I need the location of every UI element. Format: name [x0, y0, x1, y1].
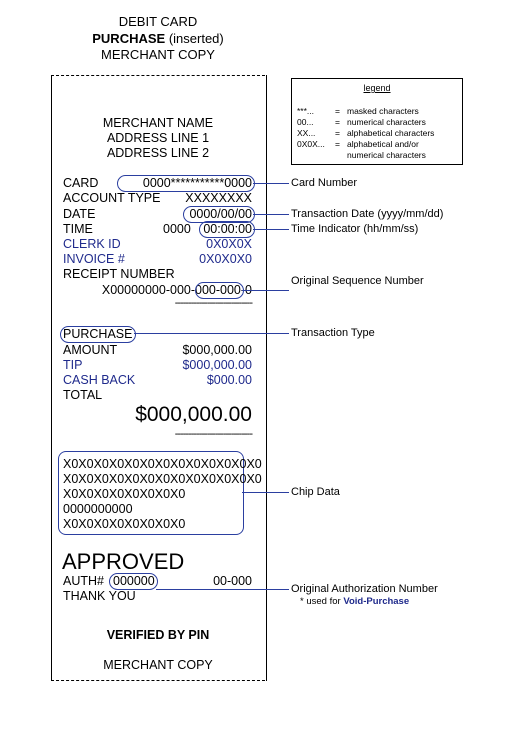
amount-label: AMOUNT — [63, 343, 118, 357]
header-inserted: (inserted) — [165, 31, 224, 46]
legend-key-alphanumeric: 0X0X... — [297, 139, 325, 149]
separator-1: ----------------------------- — [174, 297, 252, 309]
callout-card-number: Card Number — [291, 177, 358, 189]
date-label: DATE — [63, 207, 96, 221]
legend-eq-2: = — [335, 117, 340, 127]
header-purchase: PURCHASE — [92, 31, 166, 46]
card-value: 0000***********0000 — [142, 176, 252, 190]
receipt-number-label: RECEIPT NUMBER — [63, 267, 175, 281]
amount-value: $000,000.00 — [182, 343, 252, 357]
receipt-top-edge — [51, 75, 265, 76]
legend-eq-3: = — [335, 128, 340, 138]
verified-by-pin: VERIFIED BY PIN — [106, 628, 210, 642]
chip-line-1: X0X0X0X0X0X0X0X0X0X0X0X0X0 — [63, 457, 262, 471]
date-line — [253, 214, 289, 215]
cash-back-value: $000.00 — [206, 373, 252, 387]
account-type-label: ACCOUNT TYPE — [63, 191, 161, 205]
tip-value: $000,000.00 — [182, 358, 252, 372]
auth-line — [156, 589, 289, 590]
legend-box — [291, 78, 463, 165]
card-label: CARD — [63, 176, 99, 190]
void-purchase-note — [300, 596, 409, 607]
chip-line-4: 0000000000 — [63, 502, 133, 516]
transaction-type-oval — [60, 326, 136, 343]
time-oval — [199, 221, 255, 238]
tip-label: TIP — [63, 358, 83, 372]
legend-key-masked: ***... — [297, 106, 315, 116]
total-label: TOTAL — [63, 388, 103, 402]
void-note-bold: Void-Purchase — [343, 596, 410, 607]
time-value-1: 0000 — [163, 222, 191, 236]
legend-title: legend — [363, 83, 391, 93]
legend-key-alphabetical: XX... — [297, 128, 316, 138]
auth-value: 000000 — [113, 574, 155, 588]
header-transaction — [38, 31, 278, 46]
auth-oval — [109, 573, 158, 590]
legend-val-alphanumeric-1: alphabetical and/or — [347, 139, 419, 149]
invoice-label: INVOICE # — [63, 252, 125, 266]
cash-back-label: CASH BACK — [63, 373, 136, 387]
legend-eq-4: = — [335, 139, 340, 149]
separator-2: ----------------------------- — [174, 428, 252, 440]
approved-text: APPROVED — [62, 549, 185, 574]
sequence-line — [242, 290, 289, 291]
header-debit-card: DEBIT CARD — [118, 14, 198, 29]
clerk-id-label: CLERK ID — [63, 237, 121, 251]
card-number-oval — [117, 175, 255, 192]
date-value: 0000/00/00 — [189, 207, 252, 221]
receipt-number-value: X00000000-000-000-000-0 — [101, 283, 252, 297]
chip-data-text — [63, 457, 262, 532]
account-type-value: XXXXXXXX — [185, 191, 252, 205]
address-line-1: ADDRESS LINE 1 — [106, 131, 210, 145]
time-label: TIME — [63, 222, 93, 236]
chip-line-5: X0X0X0X0X0X0X0X0 — [63, 517, 186, 531]
callout-chip-data: Chip Data — [291, 486, 340, 498]
legend-val-alphabetical: alphabetical characters — [347, 128, 435, 138]
callout-transaction-date: Transaction Date (yyyy/mm/dd) — [291, 208, 444, 220]
auth-label: AUTH# — [63, 574, 104, 588]
legend-val-masked: masked characters — [347, 106, 419, 116]
chip-line-2: X0X0X0X0X0X0X0X0X0X0X0X0X0 — [63, 472, 262, 486]
callout-original-sequence: Original Sequence Number — [291, 275, 424, 287]
auth-code: 00-000 — [213, 574, 252, 588]
footer-merchant-copy: MERCHANT COPY — [103, 658, 213, 672]
legend-val-numerical: numerical characters — [347, 117, 426, 127]
chip-line-3: X0X0X0X0X0X0X0X0 — [63, 487, 186, 501]
time-value-2: 00:00:00 — [203, 222, 252, 236]
void-note-prefix: * used for — [300, 596, 344, 607]
callout-transaction-type: Transaction Type — [291, 327, 375, 339]
callout-time-indicator: Time Indicator (hh/mm/ss) — [291, 223, 419, 235]
invoice-value: 0X0X0X0 — [199, 252, 252, 266]
time-line — [253, 229, 289, 230]
total-value: $000,000.00 — [135, 403, 252, 426]
thank-you: THANK YOU — [63, 589, 136, 603]
legend-key-numerical: 00... — [297, 117, 314, 127]
callout-original-auth: Original Authorization Number — [291, 583, 438, 595]
chip-data-line — [242, 492, 289, 493]
legend-eq-1: = — [335, 106, 340, 116]
receipt-bottom-edge — [51, 680, 265, 681]
header-merchant-copy: MERCHANT COPY — [101, 47, 215, 62]
transaction-type: PURCHASE — [63, 327, 133, 341]
legend-val-alphanumeric-2: numerical characters — [347, 150, 426, 160]
merchant-name: MERCHANT NAME — [102, 116, 214, 130]
transaction-type-line — [134, 333, 289, 334]
address-line-2: ADDRESS LINE 2 — [106, 146, 210, 160]
card-number-line — [253, 183, 289, 184]
clerk-id-value: 0X0X0X — [206, 237, 252, 251]
